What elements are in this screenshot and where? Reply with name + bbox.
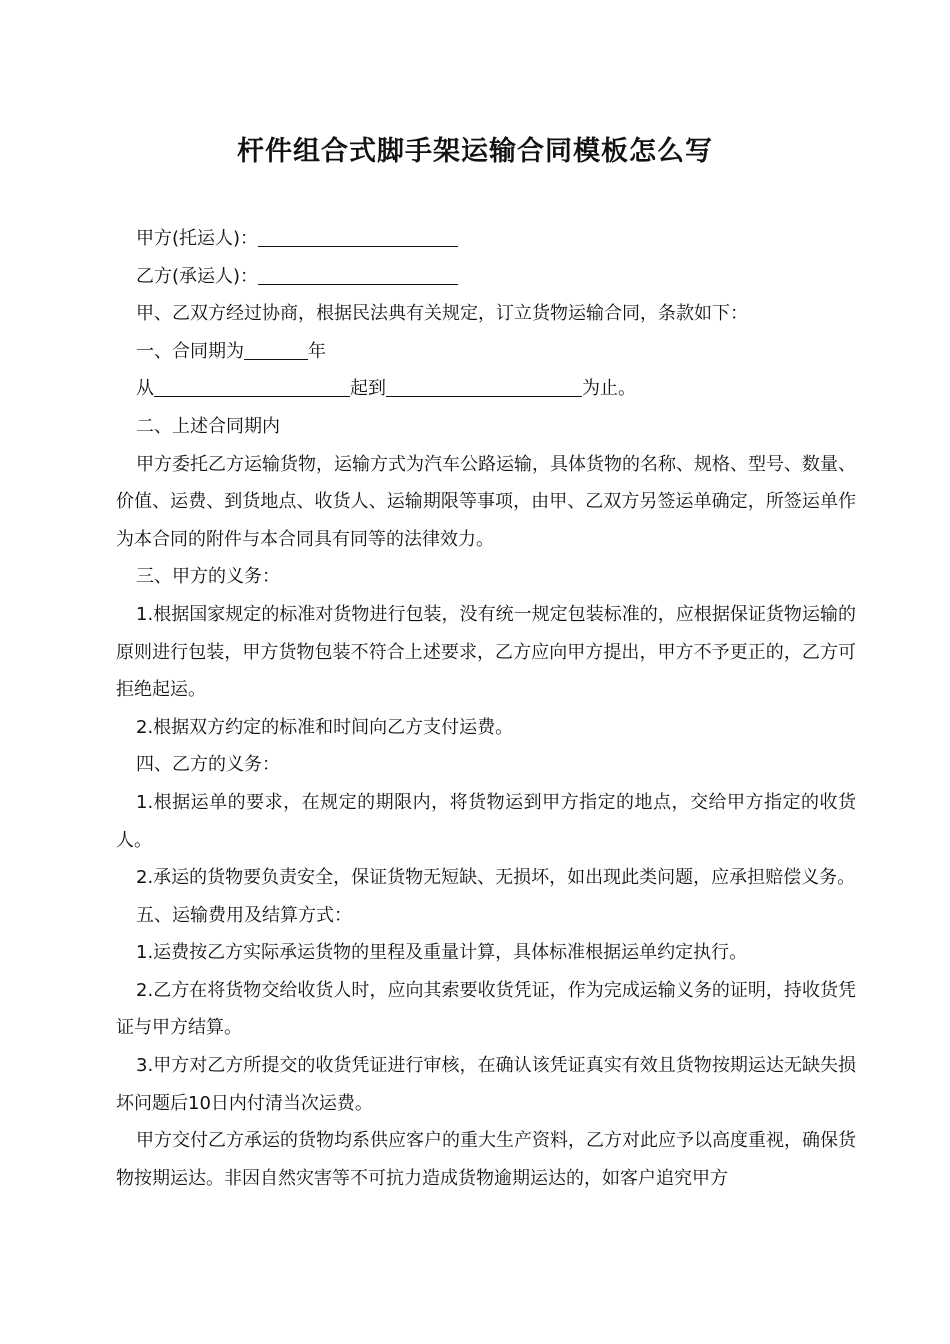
section-5-item-3: 3.甲方对乙方所提交的收货凭证进行审核，在确认该凭证真实有效且货物按期运达无缺失损坏问题后10日内付清当次运费。	[116, 1055, 856, 1114]
start-date-blank	[154, 376, 350, 397]
section-1-period-line	[116, 370, 856, 408]
party-a-line	[116, 220, 856, 258]
section-3-heading: 三、甲方的义务：	[136, 566, 280, 588]
party-b-label: 乙方(承运人)：	[136, 265, 259, 287]
party-b-line	[116, 258, 856, 296]
party-b-blank	[258, 264, 458, 285]
section-2-heading: 二、上述合同期内	[136, 415, 280, 437]
section-5-item-1: 1.运费按乙方实际承运货物的里程及重量计算，具体标准根据运单约定执行。	[136, 942, 748, 964]
section-4-item-2: 2.承运的货物要负责安全，保证货物无短缺、无损坏，如出现此类问题，应承担赔偿义务。	[136, 867, 856, 889]
section-4-heading: 四、乙方的义务：	[136, 754, 280, 776]
end-date-blank	[386, 376, 582, 397]
section-3-item-1: 1.根据国家规定的标准对货物进行包装，没有统一规定包装标准的，应根据保证货物运输的原则进行包装，甲方货物包装不符合上述要求，乙方应向甲方提出，甲方不予更正的，乙方可拒绝起运。	[116, 603, 856, 701]
party-a-label: 甲方(托运人)：	[136, 228, 259, 249]
section-1-heading: 一、合同期为	[136, 340, 244, 362]
section-2-body: 甲方委托乙方运输货物，运输方式为汽车公路运输，具体货物的名称、规格、型号、数量、价值、运费、到货地点、收货人、运输期限等事项，由甲、乙双方另签运单确定，所签运单作为本合同的附件与本合同具有同等的法律效力。	[116, 453, 856, 550]
section-5-heading: 五、运输费用及结算方式：	[136, 904, 352, 926]
period-end-label: 为止。	[582, 378, 636, 400]
section-6-body: 甲方交付乙方承运的货物均系供应客户的重大生产资料，乙方对此应予以高度重视，确保货物按期运达。非因自然灾害等不可抗力造成货物逾期运达的，如客户追究甲方	[116, 1130, 856, 1189]
section-4-item-1: 1.根据运单的要求，在规定的期限内，将货物运到甲方指定的地点，交给甲方指定的收货人。	[116, 791, 856, 851]
section-3-item-2: 2.根据双方约定的标准和时间向乙方支付运费。	[136, 716, 514, 738]
section-5-item-2: 2.乙方在将货物交给收货人时，应向其索要收货凭证，作为完成运输义务的证明，持收货凭证与甲方结算。	[116, 979, 856, 1039]
document-body	[116, 220, 856, 1197]
period-to-label: 起到	[350, 378, 386, 400]
party-a-blank	[258, 226, 458, 247]
period-from-label: 从	[136, 378, 154, 400]
term-years-blank	[244, 339, 308, 360]
document-title: 杆件组合式脚手架运输合同模板怎么写	[237, 136, 713, 167]
section-1-year-unit: 年	[308, 340, 326, 362]
section-1-heading-line	[116, 333, 856, 371]
intro-paragraph: 甲、乙双方经过协商，根据民法典有关规定，订立货物运输合同，条款如下：	[136, 303, 748, 325]
